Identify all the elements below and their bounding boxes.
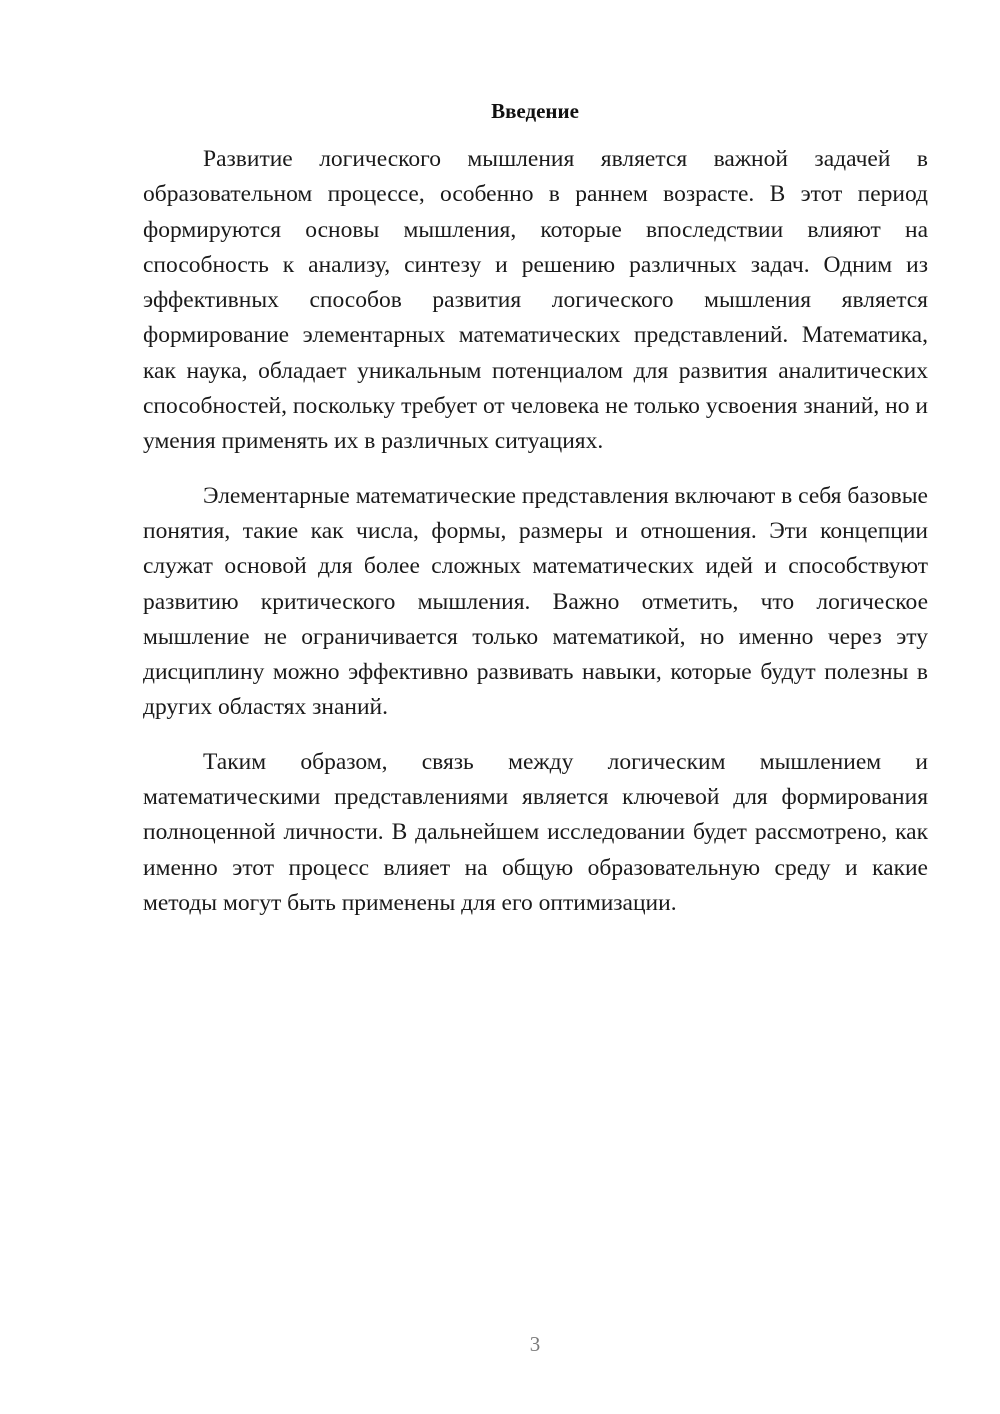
section-title: Введение xyxy=(491,99,579,123)
paragraph-1: Развитие логического мышления является важной задачей в образовательном процессе, особенно в раннем возрасте. В этот период формируются основы мышления, которые впоследствии влияют на способность к анализу, синтезу и решению различных задач. Одним из эффективных способов развития логического мышления является формирование элементарных математических представлений. Математика, как наука, обладает уникальным потенциалом для развития аналитических способностей, поскольку требует от человека не только усвоения знаний, но и умения применять их в различных ситуациях. xyxy=(143,146,928,455)
page-number: 3 xyxy=(529,1332,541,1356)
paragraph-3: Таким образом, связь между логическим мышлением и математическими представлениями является ключевой для формирования полноценной личности. В дальнейшем исследовании будет рассмотрено, как именно этот процесс влияет на общую образовательную среду и какие методы могут быть применены для его оптимизации. xyxy=(143,748,928,916)
paragraph-2: Элементарные математические представления включают в себя базовые понятия, такие как числа, формы, размеры и отношения. Эти концепции служат основой для более сложных математических идей и способствуют развитию критического мышления. Важно отметить, что логическое мышление не ограничивается только математикой, но именно через эту дисциплину можно эффективно развивать навыки, которые будут полезны в других областях знаний. xyxy=(143,482,928,721)
body-text xyxy=(143,142,928,940)
